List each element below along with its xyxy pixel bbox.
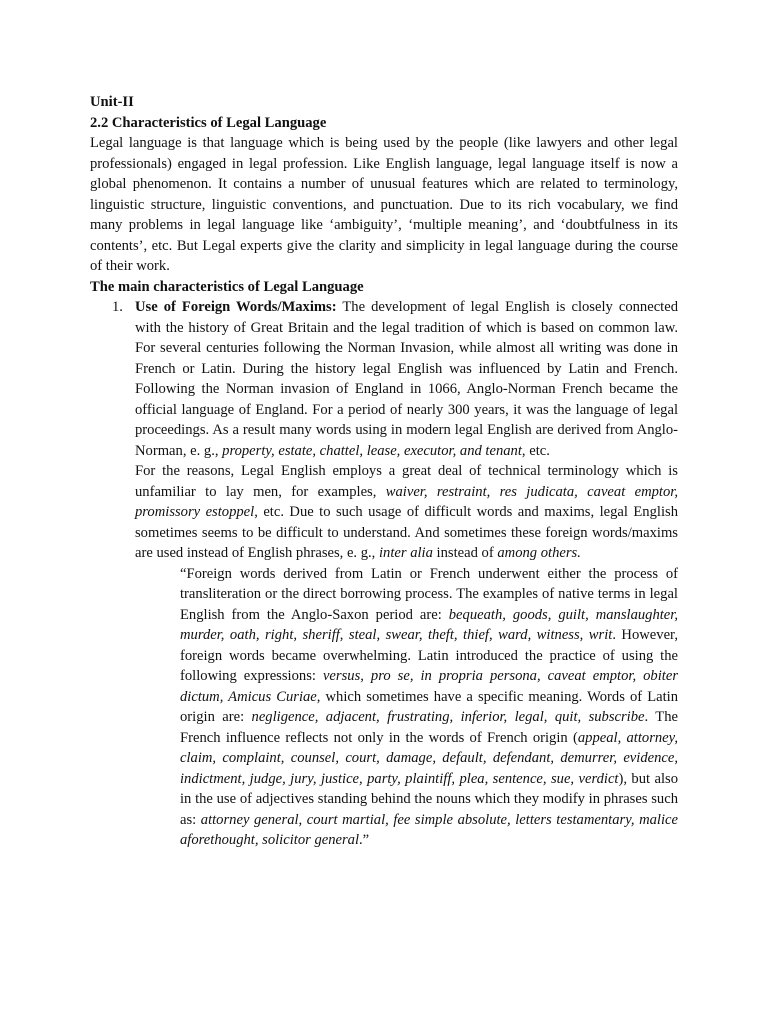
item1-p1-end: , etc.: [521, 442, 550, 459]
quote-q5: ), but also in the use of adjectives standing behind the nouns which they modify in phrases such as:: [180, 770, 678, 828]
quote-q4: . The French influence reflects not only in the words of French origin (: [180, 709, 678, 746]
quote-block: [90, 564, 678, 851]
main-heading: The main characteristics of Legal Language: [90, 278, 364, 295]
list-number: 1.: [112, 299, 123, 315]
quote-q4-examples: appeal, attorney, claim, complaint, counsel, court, damage, default, defendant, demurrer, evidence, indictment, judge, jury, justice, party, plaintiff, plea, sentence, sue, verdict: [180, 729, 678, 787]
item1-p2-b: , etc. Due to such usage of difficult words and maxims, legal English sometimes seems to be difficult to understand. And sometimes these foreign words/maxims are used instead of English phrases, e. g.,: [135, 504, 678, 561]
item1-p2-inter-alia: inter alia: [378, 545, 433, 561]
item1-p1-text: The development of legal English is closely connected with the history of Great Britain and the legal tradition of which is based on common law. For several centuries following the Norman Invasion, while almost all writing was done in French or Latin. During the history legal English was influenced by Latin and French. Following the Norman invasion of England in 1066, Anglo-Norman French became the official language of England. For a period of nearly 300 years, it was the language of legal proceedings. As a result many words using in modern legal English are derived from Anglo-Norman, e. g.,: [135, 299, 678, 459]
document-page: [90, 92, 678, 851]
item1-p2-instead: instead of: [432, 545, 498, 561]
quote-q3: , which sometimes have a specific meaning. Words of Latin origin are:: [180, 688, 678, 725]
intro-paragraph: Legal language is that language which is being used by the people (like lawyers and other legal professionals) engaged in legal profession. Like English language, legal language itself is now a global phenomenon. It contains a number of unusual features which are related to terminology, linguistic structure, linguistic conventions, and punctuation. Due to its rich vocabulary, we find many problems in legal language like ‘ambiguity’, ‘multiple meaning’, and ‘doubtfulness in its contents’, etc. But Legal experts give the clarity and simplicity in legal language during the course of their work.: [90, 135, 678, 274]
section-title: 2.2 Characteristics of Legal Language: [90, 114, 327, 131]
unit-heading: Unit-II: [90, 94, 134, 110]
item1-paragraph-2: [135, 461, 678, 564]
item1-p2-examples: waiver, restraint, res judicata, caveat emptor, promissory estoppel: [135, 483, 678, 520]
list-item-1: [90, 297, 678, 564]
item1-title: Use of Foreign Words/Maxims:: [135, 299, 337, 315]
item1-p2-among-others: among others.: [497, 545, 581, 561]
item1-p2-a: For the reasons, Legal English employs a great deal of technical terminology which is unfamiliar to lay men, for examples,: [135, 463, 678, 500]
quote-q2: . However, foreign words became overwhelming. Latin introduced the practice of using the following expressions:: [180, 627, 678, 684]
item1-paragraph-1: [135, 297, 678, 461]
quote-q1: “Foreign words derived from Latin or French underwent either the process of transliteration or the direct borrowing process. The examples of native terms in legal English from the Anglo-Saxon period are:: [180, 565, 678, 623]
quote-q2-examples: versus, pro se, in propria persona, caveat emptor, obiter dictum, Amicus Curiae: [180, 668, 678, 705]
quote-q6: .”: [359, 832, 370, 848]
quote-paragraph: [180, 564, 678, 851]
quote-q5-examples: attorney general, court martial, fee simple absolute, letters testamentary, malice aforethought, solicitor general: [180, 811, 678, 848]
quote-q3-examples: negligence, adjacent, frustrating, inferior, legal, quit, subscribe: [251, 709, 645, 725]
item1-p1-examples: property, estate, chattel, lease, executor, and tenant: [222, 442, 522, 459]
quote-q1-examples: bequeath, goods, guilt, manslaughter, murder, oath, right, sheriff, steal, swear, theft, thief, ward, witness, writ: [180, 606, 678, 643]
